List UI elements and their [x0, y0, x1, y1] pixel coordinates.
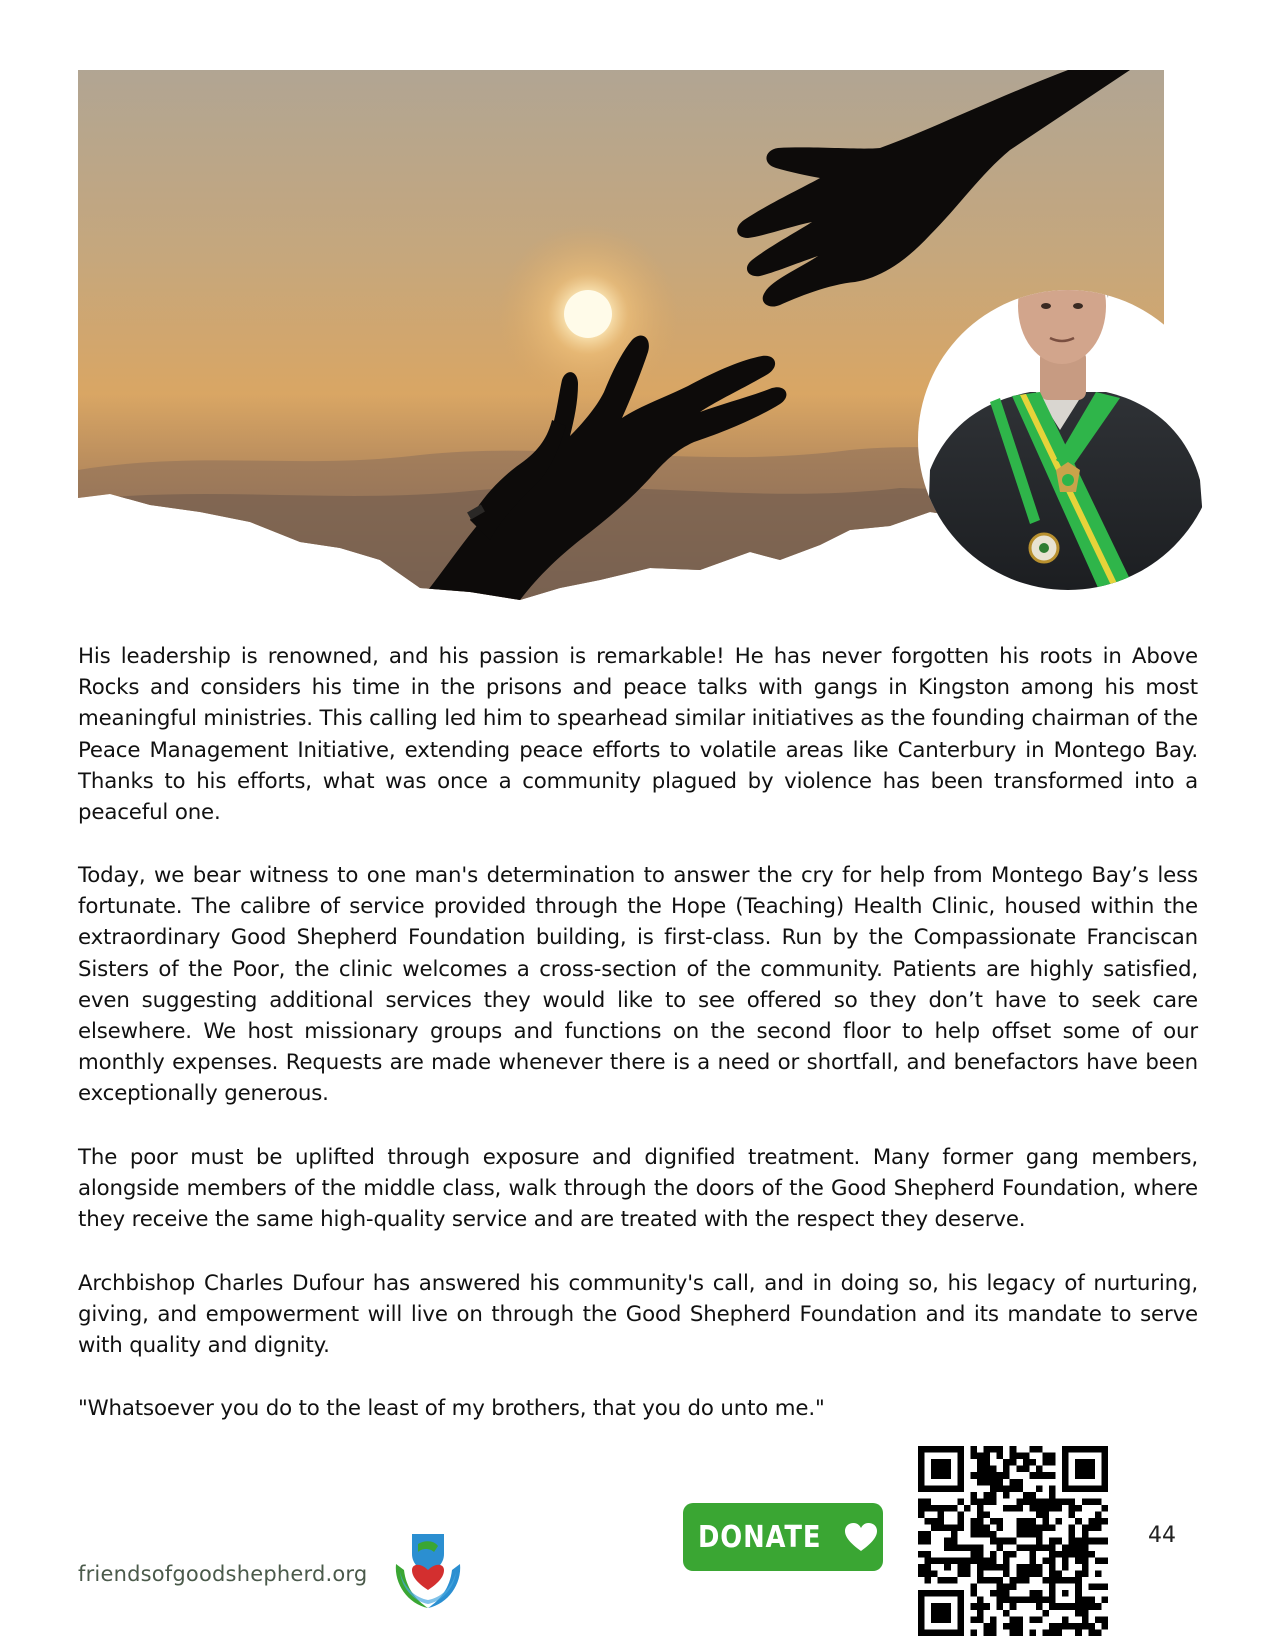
- donate-button[interactable]: [683, 1503, 883, 1571]
- hands-heart-logo-icon: [390, 1530, 466, 1614]
- article-paragraph-3: The poor must be uplifted through exposure and dignified treatment. Many former gang members, alongside members of the middle class, walk through the doors of the Good Shepherd Foundation, where they receive the same high-quality service and are treated with the respect they deserve.: [78, 1145, 1198, 1233]
- article-paragraph-1: His leadership is renowned, and his passion is remarkable! He has never forgotten his roots in Above Rocks and considers his time in the prisons and peace talks with gangs in Kingston among his most meaningful ministries. This calling led him to spearhead similar initiatives as the founding chairman of the Peace Management Initiative, extending peace efforts to volatile areas like Canterbury in Montego Bay. Thanks to his efforts, what was once a community plagued by violence has been transformed into a peaceful one.: [78, 644, 1198, 826]
- page-number: 44: [1148, 1523, 1176, 1548]
- article-paragraph-4: Archbishop Charles Dufour has answered his community's call, and in doing so, his legacy of nurturing, giving, and empowerment will live on through the Good Shepherd Foundation and its mandate to serve with quality and dignity.: [78, 1271, 1198, 1359]
- heart-icon: [844, 1522, 878, 1552]
- donate-label: DONATE: [698, 1519, 822, 1555]
- qr-code[interactable]: [918, 1446, 1108, 1636]
- hero-image: [0, 0, 1275, 610]
- article-paragraph-2: Today, we bear witness to one man's determination to answer the cry for help from Montego Bay’s less fortunate. The calibre of service provided through the Hope (Teaching) Health Clinic, housed within the extraordinary Good Shepherd Foundation building, is first-class. Run by the Compassionate Franciscan Sisters of the Poor, the clinic welcomes a cross-section of the community. Patients are highly satisfied, even suggesting additional services they would like to see offered so they don’t have to seek care elsewhere. We host missionary groups and functions on the second floor to help offset some of our monthly expenses. Requests are made whenever there is a need or shortfall, and benefactors have been exceptionally generous.: [78, 863, 1198, 1107]
- website-link[interactable]: friendsofgoodshepherd.org: [78, 1562, 368, 1586]
- closing-quote: "Whatsoever you do to the least of my brothers, that you do unto me.": [78, 1396, 825, 1421]
